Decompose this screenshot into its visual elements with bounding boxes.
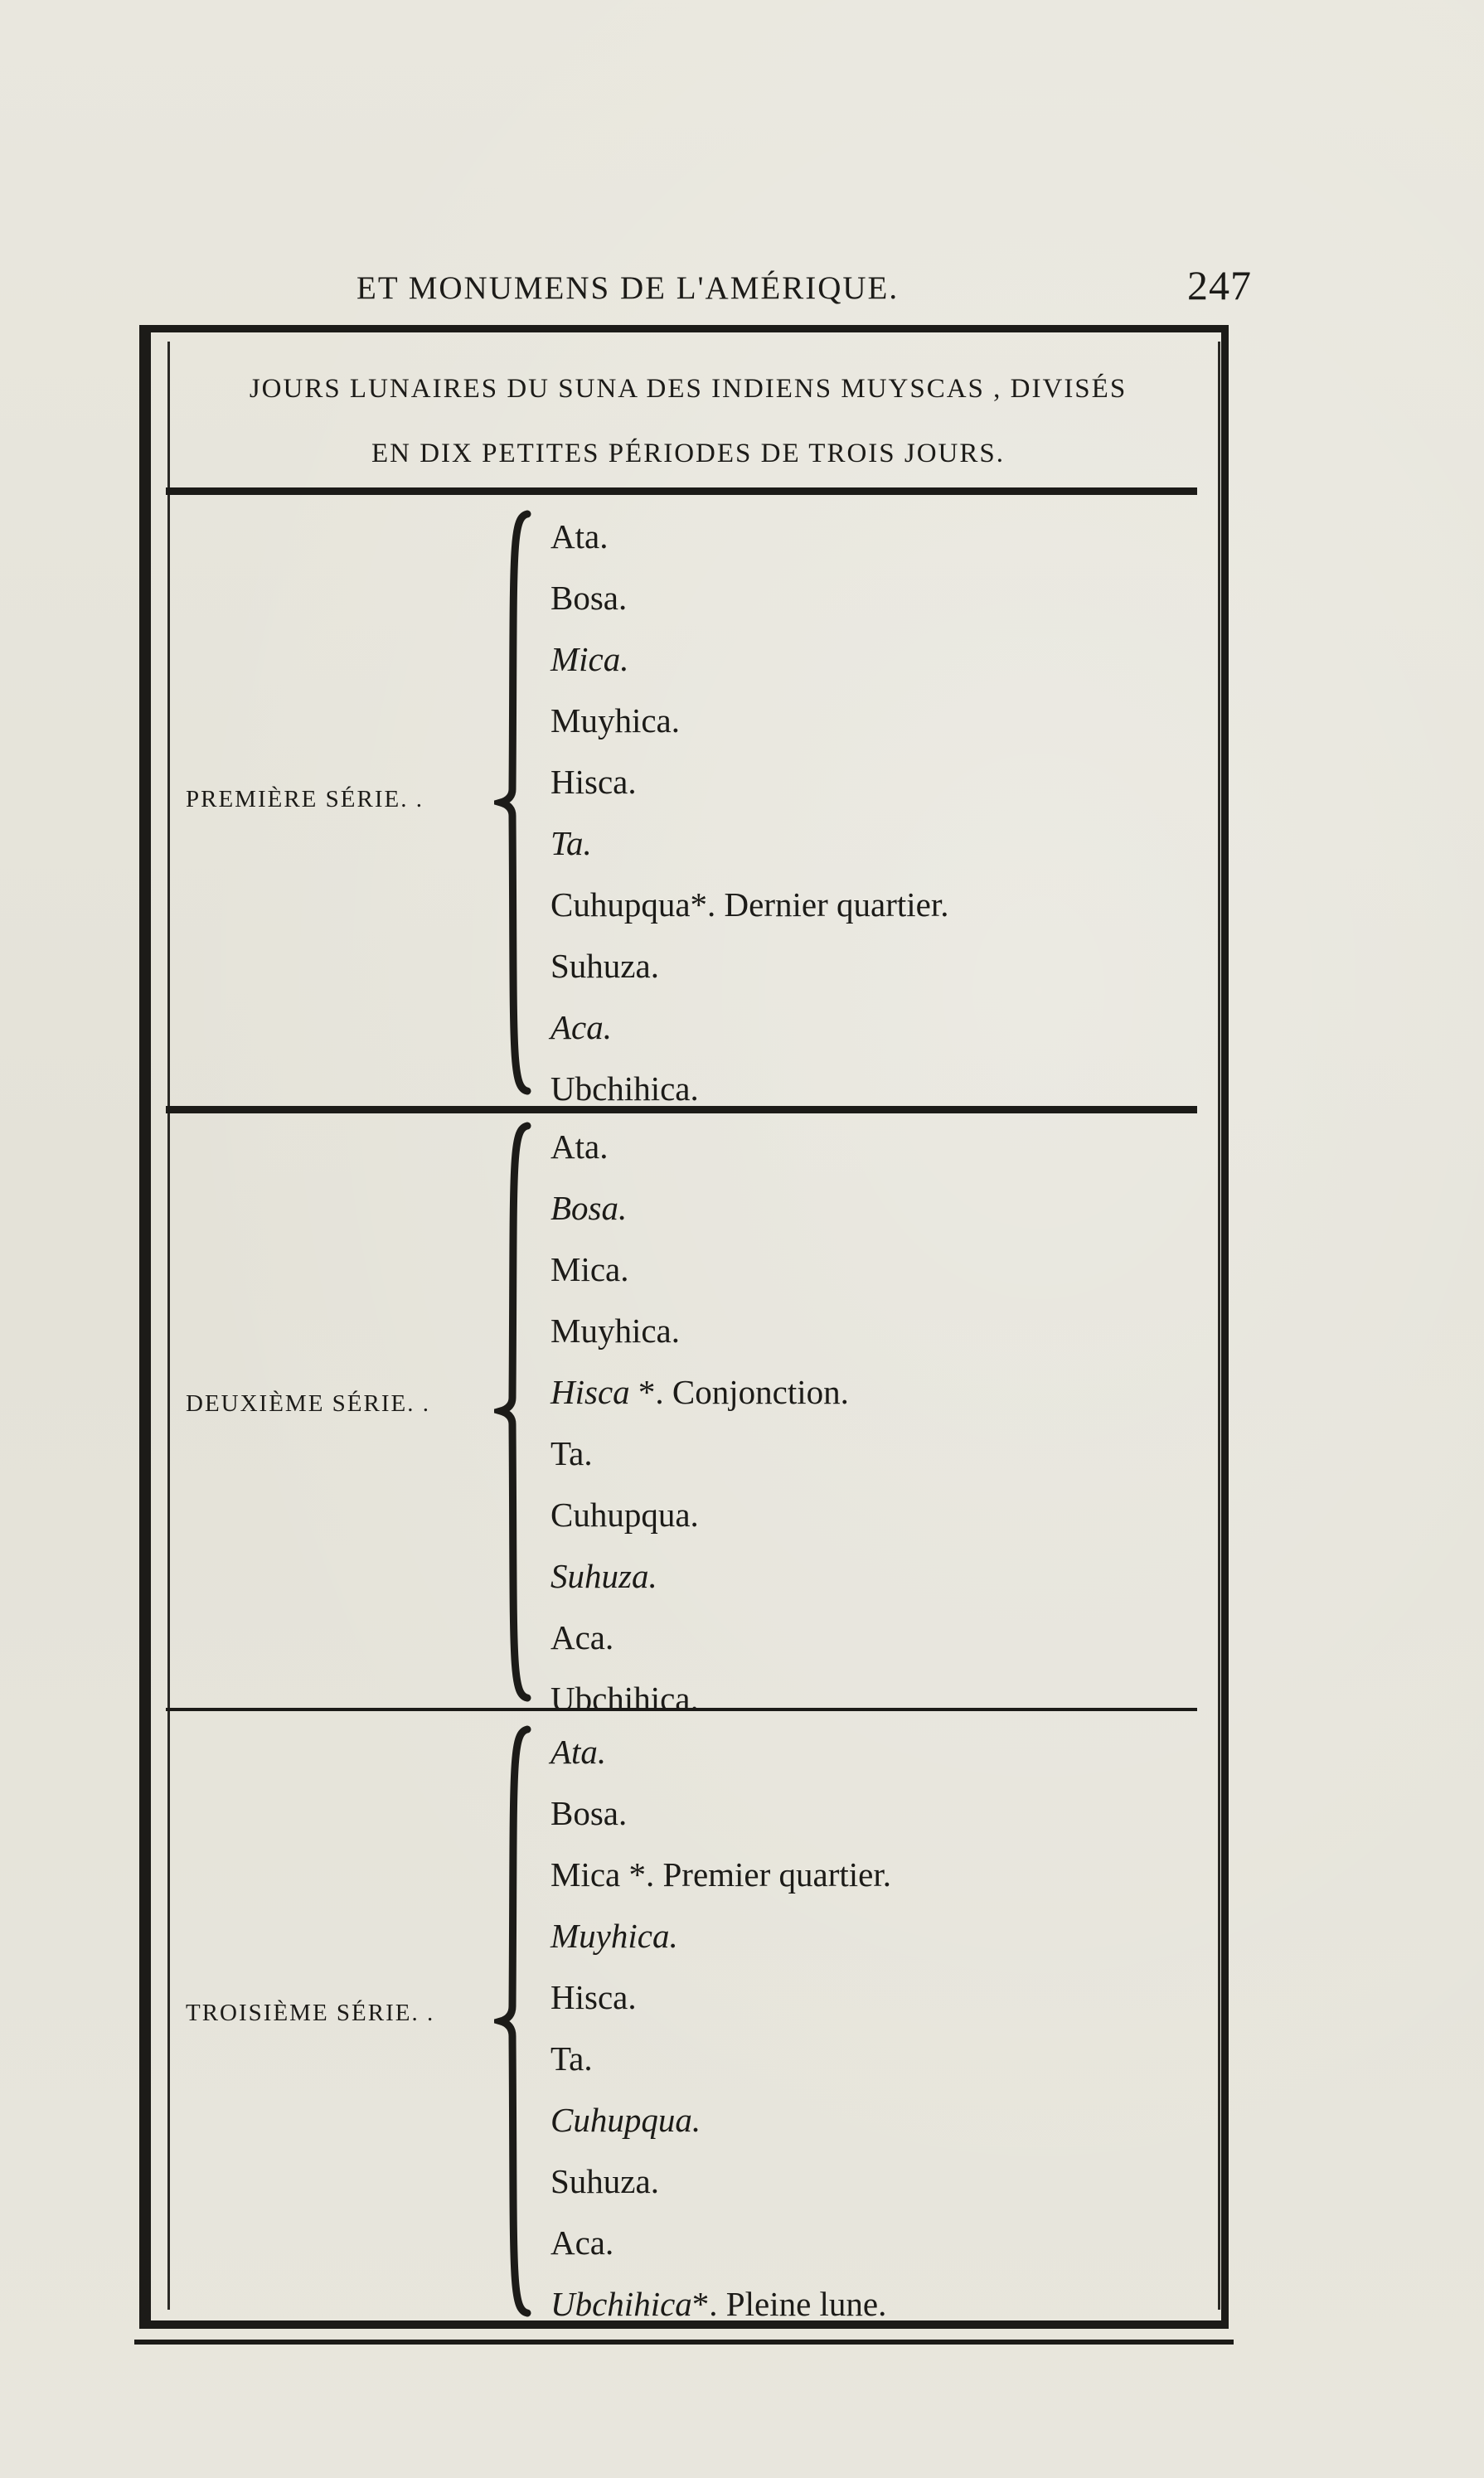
day-entry: [550, 1177, 849, 1239]
brace-1: [494, 507, 546, 1098]
day-entry: [550, 1782, 891, 1844]
day-entry: [550, 1361, 849, 1423]
day-name: Aca.: [550, 2223, 614, 2262]
day-entry: [550, 2089, 891, 2151]
day-entry: [550, 1058, 948, 1119]
day-entry: [550, 690, 948, 751]
day-entry: [550, 506, 948, 567]
day-name: Mica: [550, 1855, 621, 1894]
day-name: Cuhupqua.: [550, 1496, 699, 1534]
day-name: Hisca: [550, 1373, 630, 1411]
day-note: *. Dernier quartier.: [690, 885, 949, 924]
brace-2: [494, 1119, 546, 1705]
day-note: *. Conjonction.: [629, 1373, 849, 1411]
day-entry: [550, 2212, 891, 2273]
day-name: Mica.: [550, 640, 629, 678]
day-name: Hisca.: [550, 1978, 637, 2016]
day-entry: [550, 1300, 849, 1361]
page-number: 247: [1187, 262, 1252, 308]
day-name: Muyhica.: [550, 1917, 678, 1955]
day-entry: [550, 1966, 891, 2028]
day-name: Muyhica.: [550, 1312, 680, 1350]
day-entry: [550, 751, 948, 812]
day-note: *. Premier quartier.: [620, 1855, 892, 1894]
day-entry: [550, 1607, 849, 1668]
day-name: Suhuza.: [550, 2162, 659, 2200]
day-entry: [550, 997, 948, 1058]
day-entry: [550, 1721, 891, 1782]
day-name: Ata.: [550, 1733, 607, 1771]
day-name: Ubchihica.: [550, 1069, 699, 1108]
series-label-2: DEUXIÈME SÉRIE. .: [186, 1390, 430, 1417]
day-name: Ata.: [550, 1127, 609, 1166]
day-entry: [550, 874, 948, 935]
day-entry: [550, 1668, 849, 1729]
day-entry: [550, 2151, 891, 2212]
series-1-day-list: [550, 506, 948, 1119]
day-entry: [550, 2273, 891, 2335]
day-entry: [550, 1423, 849, 1484]
table-heading-line-1: JOURS LUNAIRES DU SUNA DES INDIENS MUYSCAS , DIVISÉS: [249, 374, 1128, 404]
table-bottom-rule: [134, 2340, 1234, 2345]
day-name: Cuhupqua.: [550, 2101, 701, 2139]
day-name: Ta.: [550, 1434, 593, 1472]
series-label-3: TROISIÈME SÉRIE. .: [186, 2000, 435, 2026]
day-entry: [550, 2028, 891, 2089]
day-name: Mica.: [550, 1250, 629, 1288]
day-entry: [550, 1545, 849, 1607]
running-head: [356, 264, 1252, 313]
day-entry: [550, 567, 948, 628]
day-name: Muyhica.: [550, 701, 680, 740]
day-entry: [550, 1484, 849, 1545]
day-name: Ta.: [550, 2039, 593, 2078]
day-name: Hisca.: [550, 763, 637, 801]
running-head-title: ET MONUMENS DE L'AMÉRIQUE.: [356, 270, 900, 306]
day-entry: [550, 1116, 849, 1177]
heading-divider: [166, 487, 1197, 495]
table-heading: [166, 356, 1210, 486]
day-entry: [550, 1239, 849, 1300]
day-note: *. Pleine lune.: [691, 2285, 887, 2323]
day-entry: [550, 812, 948, 874]
day-name: Suhuza.: [550, 1557, 657, 1595]
series-label-1: PREMIÈRE SÉRIE. .: [186, 786, 424, 812]
day-name: Aca.: [550, 1008, 612, 1046]
day-entry: [550, 935, 948, 997]
day-name: Cuhupqua: [550, 885, 691, 924]
day-name: Bosa.: [550, 1189, 628, 1227]
day-name: Ubchihica: [550, 2285, 692, 2323]
day-name: Ta.: [550, 824, 592, 862]
day-name: Suhuza.: [550, 947, 659, 985]
day-entry: [550, 1905, 891, 1966]
day-name: Ubchihica.: [550, 1680, 699, 1718]
day-entry: [550, 628, 948, 690]
day-name: Ata.: [550, 517, 609, 555]
brace-3: [494, 1723, 546, 2320]
day-name: Aca.: [550, 1618, 614, 1656]
table-heading-line-2: EN DIX PETITES PÉRIODES DE TROIS JOURS.: [371, 439, 1005, 468]
day-name: Bosa.: [550, 1794, 628, 1832]
day-name: Bosa.: [550, 579, 628, 617]
series-2-day-list: [550, 1116, 849, 1729]
day-entry: [550, 1844, 891, 1905]
series-3-day-list: [550, 1721, 891, 2335]
